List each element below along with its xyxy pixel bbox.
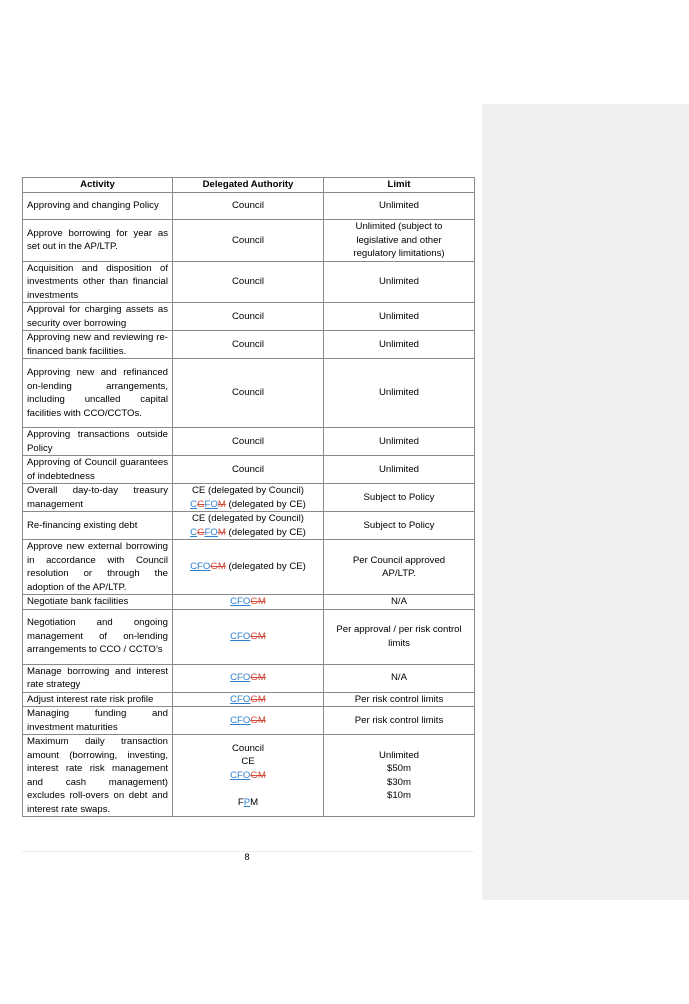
authority-line	[177, 630, 319, 644]
limit-line: Unlimited	[379, 310, 419, 322]
delegated-authority-cell	[173, 595, 324, 610]
table-row	[23, 303, 475, 331]
table-row	[23, 428, 475, 456]
authority-text: CE (delegated by Council)	[192, 513, 304, 524]
authority-text: Council	[232, 742, 264, 754]
authority-line	[177, 275, 319, 289]
authority-line	[177, 782, 319, 796]
header-activity: Activity	[23, 178, 173, 193]
authority-line	[177, 199, 319, 213]
tracked-insertion: F	[204, 498, 211, 510]
limit-line: Unlimited	[379, 338, 419, 350]
limit-cell	[324, 456, 475, 484]
authority-line	[177, 796, 319, 810]
authority-line	[177, 714, 319, 728]
authority-text: M	[250, 796, 259, 808]
authority-text: Council	[232, 276, 264, 287]
authority-line	[177, 338, 319, 352]
table-row	[23, 456, 475, 484]
tracked-insertion: CFO	[230, 714, 251, 726]
limit-cell	[324, 595, 475, 610]
tracked-insertion: CFO	[230, 596, 251, 607]
delegated-authority-cell	[173, 664, 324, 692]
table-row	[23, 512, 475, 540]
limit-cell	[324, 664, 475, 692]
authority-text: (delegated by CE)	[225, 498, 306, 510]
limit-line: Subject to Policy	[363, 519, 435, 531]
table-row	[23, 484, 475, 512]
tracked-deletion: GM	[250, 672, 266, 684]
authority-text: Council	[232, 435, 264, 447]
authority-text: Council	[232, 463, 264, 475]
delegated-authority-cell	[173, 707, 324, 735]
tracked-insertion: F	[204, 526, 211, 538]
limit-cell	[324, 609, 475, 664]
table-row	[23, 331, 475, 359]
tracked-deletion: M	[217, 498, 226, 510]
tracked-insertion: O	[210, 526, 218, 538]
tracked-insertion: CFO	[230, 672, 251, 684]
tracked-deletion: G	[197, 498, 205, 510]
limit-cell	[324, 193, 475, 220]
tracked-insertion: CFO	[230, 769, 251, 781]
tracked-deletion: GM	[210, 561, 226, 573]
limit-cell	[324, 512, 475, 540]
authority-line	[177, 769, 319, 783]
activity-cell: Approving of Council guarantees of indebtedness	[23, 456, 173, 484]
table-row	[23, 193, 475, 220]
authority-line	[177, 463, 319, 477]
limit-line: AP/LTP.	[382, 568, 416, 579]
delegated-authority-cell	[173, 220, 324, 262]
limit-cell	[324, 540, 475, 595]
delegated-authority-cell	[173, 331, 324, 359]
header-limit: Limit	[324, 178, 475, 193]
limit-line: Unlimited (subject to	[355, 221, 443, 232]
authority-line	[177, 595, 319, 609]
delegated-authority-table	[22, 177, 475, 817]
limit-cell	[324, 428, 475, 456]
limit-line: $50m	[387, 763, 411, 774]
authority-line	[177, 755, 319, 769]
activity-cell: Approving and changing Policy	[23, 193, 173, 220]
tracked-deletion: GM	[250, 693, 266, 705]
activity-cell: Manage borrowing and interest rate strategy	[23, 664, 173, 692]
tracked-insertion: C	[190, 498, 198, 510]
limit-line: Unlimited	[379, 200, 419, 212]
delegated-authority-cell	[173, 456, 324, 484]
tracked-deletion: G	[197, 526, 205, 538]
limit-line: Unlimited	[379, 749, 419, 761]
authority-text: Council	[232, 387, 264, 399]
authority-line	[177, 484, 319, 498]
delegated-authority-cell	[173, 484, 324, 512]
table-row	[23, 664, 475, 692]
activity-cell: Negotiate bank facilities	[23, 595, 173, 610]
delegated-authority-cell	[173, 540, 324, 595]
activity-cell: Overall day-to-day treasury management	[23, 484, 173, 512]
delegated-authority-cell	[173, 359, 324, 428]
authority-line	[177, 234, 319, 248]
authority-line	[177, 671, 319, 685]
authority-text: Council	[232, 338, 264, 350]
authority-text: CE	[241, 756, 255, 768]
limit-cell	[324, 359, 475, 428]
header-delegated-authority: Delegated Authority	[173, 178, 324, 193]
activity-cell: Approve borrowing for year as set out in the AP/LTP.	[23, 220, 173, 262]
limit-line: regulatory limitations)	[353, 248, 445, 259]
delegated-authority-cell	[173, 261, 324, 303]
limit-cell	[324, 331, 475, 359]
table-row	[23, 220, 475, 262]
table-row	[23, 707, 475, 735]
authority-line	[177, 386, 319, 400]
authority-line	[177, 742, 319, 756]
tracked-deletion: GM	[250, 714, 266, 726]
tracked-insertion: CFO	[190, 561, 211, 573]
tracked-insertion: CFO	[230, 630, 251, 642]
authority-text: Council	[232, 310, 264, 322]
limit-line: Per risk control limits	[354, 693, 444, 705]
activity-cell: Approving transactions outside Policy	[23, 428, 173, 456]
delegated-authority-cell	[173, 609, 324, 664]
tracked-insertion: C	[190, 526, 198, 538]
authority-line	[177, 498, 319, 512]
delegated-authority-cell	[173, 428, 324, 456]
limit-line: limits	[388, 637, 410, 649]
table-row	[23, 540, 475, 595]
authority-text: Council	[232, 234, 264, 246]
limit-cell	[324, 692, 475, 707]
limit-line: Per risk control limits	[354, 714, 444, 726]
activity-cell: Approving new and reviewing re-financed bank facilities.	[23, 331, 173, 359]
activity-cell: Approval for charging assets as security over borrowing	[23, 303, 173, 331]
tracked-deletion: GM	[250, 769, 266, 781]
limit-cell	[324, 303, 475, 331]
authority-text: (delegated by CE)	[225, 526, 306, 538]
activity-cell: Approving new and refinanced on-lending arrangements, including uncalled capital facilities with CCO/CCTOs.	[23, 359, 173, 428]
table-row	[23, 692, 475, 707]
authority-line	[177, 560, 319, 574]
limit-line: Unlimited	[379, 435, 419, 447]
limit-line: Unlimited	[379, 387, 419, 399]
activity-cell: Maximum daily transaction amount (borrowing, investing, interest rate risk management and cash management) excludes roll-overs on debt and interest rate swaps.	[23, 735, 173, 817]
authority-text: Council	[232, 200, 264, 212]
limit-line: $30m	[387, 776, 411, 788]
table-row	[23, 261, 475, 303]
delegated-authority-cell	[173, 512, 324, 540]
table-row	[23, 595, 475, 610]
limit-cell	[324, 735, 475, 817]
activity-cell: Managing funding and investment maturities	[23, 707, 173, 735]
table-row	[23, 609, 475, 664]
authority-text: CE (delegated by Council)	[192, 485, 304, 496]
delegated-authority-cell	[173, 303, 324, 331]
authority-text: F	[237, 796, 244, 808]
tracked-insertion: P	[243, 796, 251, 808]
page-number: 8	[244, 852, 250, 863]
activity-cell: Negotiation and ongoing management of on-lending arrangements to CCO / CCTO’s	[23, 609, 173, 664]
authority-line	[177, 693, 319, 707]
activity-cell: Acquisition and disposition of investments other than financial investments	[23, 261, 173, 303]
table-row	[23, 735, 475, 817]
limit-cell	[324, 261, 475, 303]
authority-line	[177, 526, 319, 540]
limit-line: Per Council approved	[352, 554, 446, 566]
tracked-deletion: M	[217, 526, 226, 538]
comments-pane	[482, 104, 689, 900]
authority-line	[177, 512, 319, 526]
delegated-authority-cell	[173, 692, 324, 707]
activity-cell: Re-financing existing debt	[23, 512, 173, 540]
limit-cell	[324, 707, 475, 735]
table-header-row	[23, 178, 475, 193]
limit-line: Subject to Policy	[363, 491, 435, 503]
tracked-insertion: CFO	[230, 693, 251, 705]
limit-line: Unlimited	[379, 276, 419, 287]
tracked-insertion: O	[210, 498, 218, 510]
limit-cell	[324, 484, 475, 512]
limit-line: legislative and other	[356, 234, 442, 246]
limit-line: N/A	[391, 596, 407, 607]
tracked-deletion: GM	[250, 596, 266, 607]
delegated-authority-cell	[173, 193, 324, 220]
limit-line: Unlimited	[379, 463, 419, 475]
table-row	[23, 359, 475, 428]
limit-line: Per approval / per risk control	[336, 624, 462, 635]
limit-line: N/A	[391, 672, 407, 684]
delegated-authority-cell	[173, 735, 324, 817]
tracked-deletion: GM	[250, 630, 266, 642]
limit-line: $10m	[387, 790, 411, 801]
limit-cell	[324, 220, 475, 262]
activity-cell: Adjust interest rate risk profile	[23, 692, 173, 707]
authority-line	[177, 435, 319, 449]
authority-text: (delegated by CE)	[225, 561, 306, 573]
authority-line	[177, 310, 319, 324]
activity-cell: Approve new external borrowing in accordance with Council resolution or through the adoption of the AP/LTP.	[23, 540, 173, 595]
